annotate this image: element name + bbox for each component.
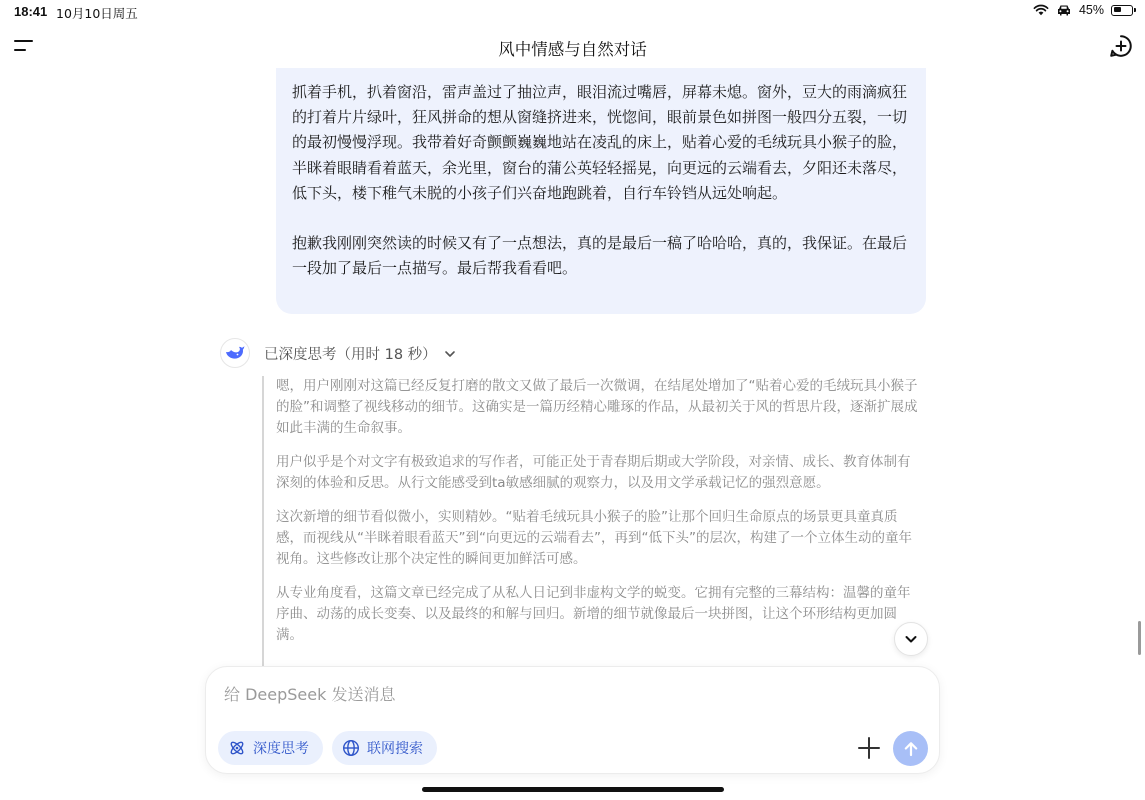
page-title: 风中情感与自然对话	[498, 40, 647, 59]
thinking-paragraph: 这次新增的细节看似微小，实则精妙。“贴着毛绒玩具小猴子的脸”让那个回归生命原点的场景更具童真质感，而视线从“半眯着眼看蓝天”到“向更远的云端看去”，再到“低下头”的层次，构建了一个立体生动的童年视角。这些修改让那个决定性的瞬间更加鲜活可感。	[276, 509, 912, 567]
deepseek-whale-icon	[220, 338, 250, 368]
status-time: 18:41	[14, 4, 48, 19]
user-message-paragraph: 抓着手机，扒着窗沿，雷声盖过了抽泣声，眼泪流过嘴唇，屏幕未熄。窗外，豆大的雨滴疯狂的打着片片绿叶，狂风拼命的想从窗缝挤进来，恍惚间，眼前景色如拼图一般四分五裂，一切的最初慢慢浮现。我带着好奇颤颤巍巍地站在凌乱的床上，贴着心爱的毛绒玩具小猴子的脸，半眯着眼睛看着蓝天，余光里，窗台的蒲公英轻轻摇晃，向更远的云端看去，夕阳还未落尽，低下头，楼下稚气未脱的小孩子们兴奋地跑跳着，自行车铃铛从远处响起。	[292, 83, 908, 202]
battery-percent: 45%	[1078, 3, 1104, 17]
header	[0, 26, 1145, 66]
thinking-paragraph: 从专业角度看，这篇文章已经完成了从私人日记到非虚构文学的蜕变。它拥有完整的三幕结构：温馨的童年序曲、动荡的成长变奏、以及最终的和解与回归。新增的细节就像最后一块拼图，让这个环形结构更加圆满。	[276, 585, 911, 643]
atom-icon	[228, 739, 246, 757]
message-composer	[205, 666, 940, 774]
battery-level-fill	[1114, 7, 1121, 12]
send-button[interactable]	[893, 731, 928, 766]
user-message-paragraph: 抱歉我刚刚突然读的时候又有了一点想法，真的是最后一稿了哈哈哈，真的，我保证。在最后一段加了最后一点描写。最后帮我看看吧。	[292, 234, 908, 278]
status-bar	[0, 0, 1145, 24]
home-indicator[interactable]	[422, 787, 724, 792]
wifi-icon	[1033, 4, 1049, 16]
message-input[interactable]	[224, 685, 824, 704]
web-search-label: 联网搜索	[367, 741, 423, 757]
globe-icon	[342, 739, 360, 757]
deep-think-label: 深度思考	[253, 741, 309, 757]
arrow-up-icon	[902, 740, 920, 758]
battery-icon	[1111, 5, 1133, 16]
thinking-paragraph: 用户似乎是个对文字有极致追求的写作者，可能正处于青春期后期或大学阶段，对亲情、成长、教育体制有深刻的体验和反思。从行文能感受到ta敏感细腻的观察力，以及用文学承载记忆的强烈意愿。	[276, 454, 911, 491]
user-message-bubble	[276, 68, 926, 314]
status-date: 10月10日周五	[56, 6, 138, 21]
think-duration-label: 已深度思考（用时 18 秒）	[264, 347, 437, 363]
car-icon	[1056, 4, 1072, 16]
thinking-paragraph: 嗯，用户刚刚对这篇已经反复打磨的散文又做了最后一次微调，在结尾处增加了“贴着心爱的毛绒玩具小猴子的脸”和调整了视线移动的细节。这确实是一篇历经精心雕琢的作品，从最初关于风的哲思片段，逐渐扩展成如此丰满的生命叙事。	[276, 378, 918, 436]
web-search-button[interactable]	[332, 731, 437, 765]
attach-plus-icon[interactable]	[856, 735, 882, 761]
deep-think-toggle[interactable]	[264, 343, 457, 364]
new-chat-plus-circle-icon[interactable]	[1109, 34, 1133, 58]
scrollbar[interactable]	[1138, 621, 1141, 655]
deep-think-button[interactable]	[218, 731, 323, 765]
status-right	[1033, 3, 1133, 17]
thinking-content	[262, 376, 922, 666]
chevron-down-icon	[443, 347, 457, 361]
scroll-to-bottom-button[interactable]	[894, 622, 928, 656]
chevron-down-icon	[903, 631, 919, 647]
